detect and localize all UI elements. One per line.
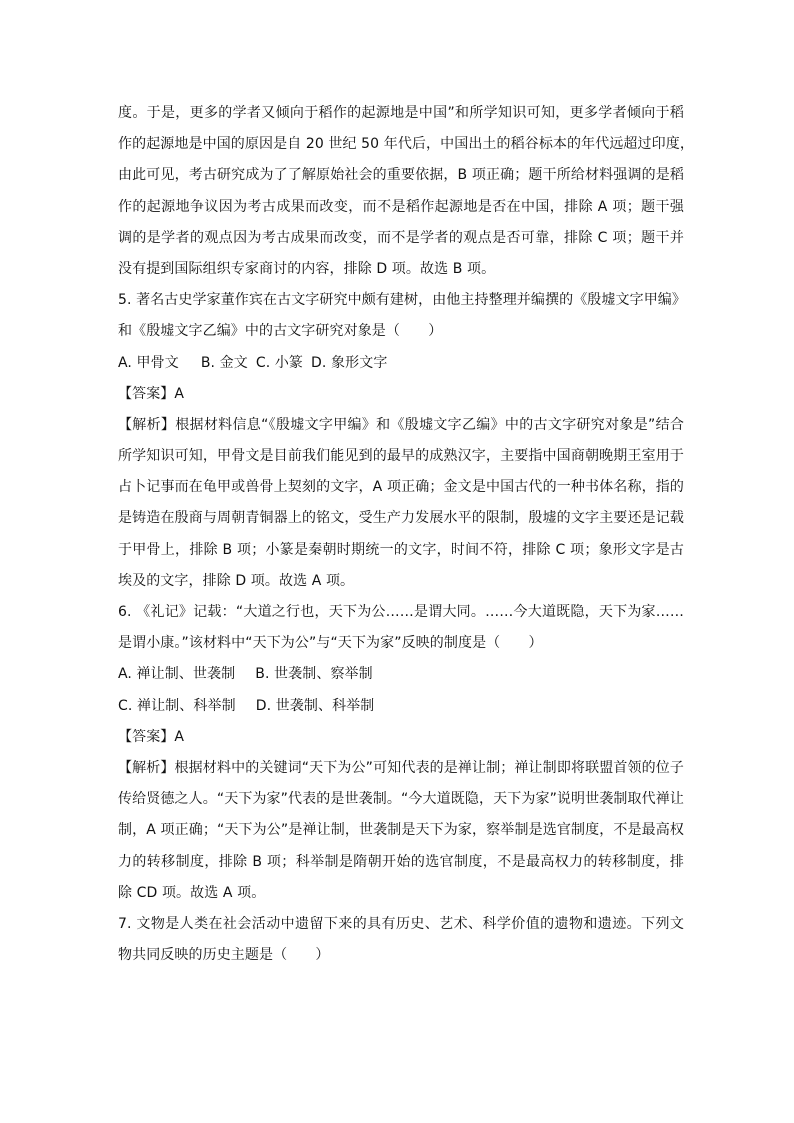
question-6-stem: 6. 《礼记》记载：“大道之行也，天下为公……是谓大同。……今大道既隐，天下为家…… [118,604,684,620]
paragraph-line: 没有提到国际组织专家商讨的内容，排除 D 项。故选 B 项。 [118,260,496,277]
option-d: D. 世袭制、科举制 [255,697,375,714]
analysis-line: 所学知识可知，甲骨文是目前我们能见到的最早的成熟汉字，主要指中国商朝晚期王室用于 [118,448,684,465]
question-5-stem: 和《殷墟文字乙编》中的古文字研究对象是（ ） [118,323,443,340]
question-6-stem: 是谓小康。”该材料中“天下为公”与“天下为家”反映的制度是（ ） [118,635,543,652]
question-6-options-row [118,659,684,690]
option-c: C. 小篆 [255,354,304,371]
question-5-stem: 5. 著名古史学家董作宾在古文字研究中颇有建树，由他主持整理并编撰的《殷墟文字甲编》 [118,292,687,309]
question-6-answer: 【答案】A [118,728,185,745]
option-b: B. 世袭制、察举制 [255,666,373,683]
paragraph-line: 度。于是，更多的学者又倾向于稻作的起源地是中国”和所学知识可知，更多学者倾向于稻 [118,105,684,121]
analysis-line: 埃及的文字，排除 D 项。故选 A 项。 [118,572,355,589]
analysis-line: 于甲骨上，排除 B 项；小篆是秦朝时期统一的文字，时间不符，排除 C 项；象形文字是古 [118,541,684,558]
question-6-options-row [118,691,684,722]
analysis-line: 力的转移制度，排除 B 项；科举制是隋朝开始的选官制度，不是最高权力的转移制度，排 [118,853,684,870]
analysis-line: 【解析】根据材料中的关键词“天下为公”可知代表的是禅让制；禅让制即将联盟首领的位子 [118,759,684,776]
analysis-line: 传给贤德之人。“天下为家”代表的是世袭制。“今大道既隐，天下为家”说明世袭制取代禅让 [118,791,684,808]
question-7-stem: 物共同反映的历史主题是（ ） [118,947,330,964]
option-b: B. 金文 [200,354,248,371]
question-7-stem: 7. 文物是人类在社会活动中遗留下来的具有历史、艺术、科学价值的遗物和遗迹。下列文 [118,915,684,932]
paragraph-line: 作的起源地是中国的原因是自 20 世纪 50 年代后，中国出土的稻谷标本的年代远超过印度， [118,136,694,153]
paragraph-line: 由此可见，考古研究成为了了解原始社会的重要依据，B 项正确；题干所给材料强调的是稻 [118,167,684,184]
analysis-line: 制，A 项正确；“天下为公”是禅让制，世袭制是天下为家，察举制是选官制度，不是最高权 [118,822,684,839]
question-5-options [118,348,684,379]
paragraph-line: 调的是学者的观点因为考古成果而改变，而不是学者的观点是否可靠，排除 C 项；题干并 [118,229,684,246]
option-d: D. 象形文字 [311,354,388,371]
option-c: C. 禅让制、科举制 [118,697,236,714]
analysis-line: 占卜记事而在龟甲或兽骨上契刻的文字，A 项正确；金文是中国古代的一种书体名称，指的 [118,479,684,496]
option-a: A. 禅让制、世袭制 [118,666,236,683]
analysis-line: 【解析】根据材料信息“《殷墟文字甲编》和《殷墟文字乙编》中的古文字研究对象是”结合 [118,416,684,433]
analysis-line: 除 CD 项。故选 A 项。 [118,884,266,901]
paragraph-line: 作的起源地争议因为考古成果而改变，而不是稻作起源地是否在中国，排除 A 项；题干强 [118,198,684,215]
document-page [118,98,694,971]
option-a: A. 甲骨文 [118,354,179,371]
question-5-answer: 【答案】A [118,385,185,402]
analysis-line: 是铸造在殷商与周朝青铜器上的铭文，受生产力发展水平的限制，殷墟的文字主要还是记载 [118,510,684,527]
